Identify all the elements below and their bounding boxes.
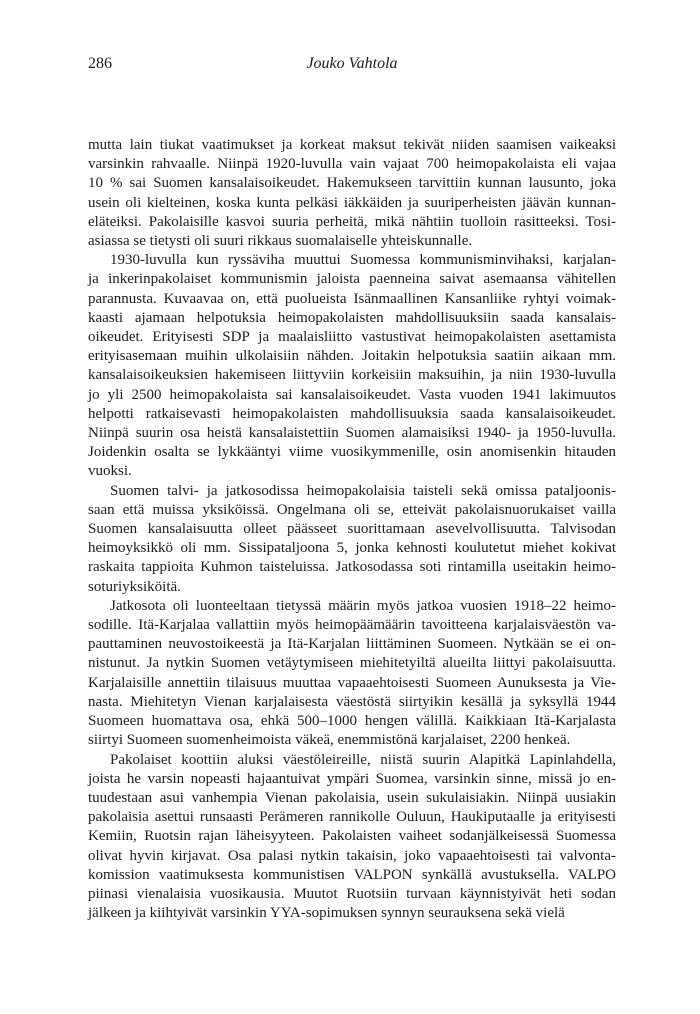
paragraph (88, 136, 616, 251)
text-line: kaasti ajamaan helpotuksia heimopakolaisten mahdollisuuksiin saada kansalais- (88, 309, 616, 326)
running-head: Jouko Vahtola (306, 55, 398, 72)
text-line: Niinpä suurin osa heistä kansalaistettiin Suomen alamaisiksi 1940- ja 1950-luvulla. (88, 425, 616, 442)
text-line: eläteiksi. Pakolaisille kasvoi suuria perheitä, mikä nähtiin tuolloin rasitteeksi. Tosi- (88, 213, 616, 230)
text-line: joista he varsin nopeasti hajaantuivat ympäri Suomea, varsinkin sinne, missä jo en- (88, 770, 616, 787)
text-line: soturiyksiköitä. (88, 578, 181, 595)
text-line: pauttaminen neuvostoikeestä ja Itä-Karjalan liittäminen Suomeen. Nytkään se ei on- (88, 636, 616, 653)
body-text (88, 136, 616, 923)
text-line: 10 % sai Suomen kansalaisoikeudet. Hakemukseen tarvittiin kunnan lausunto, joka (88, 175, 616, 192)
paragraph (88, 751, 616, 924)
text-line: Suomen talvi- ja jatkosodissa heimopakolaisia taisteli sekä omissa pataljoonis- (110, 482, 616, 499)
text-line: sodille. Itä-Karjalaa vallattiin myös heimopäämäärin tavoitteena karjalaisväestön va- (88, 617, 616, 634)
text-line: oikeudet. Erityisesti SDP ja maalaisliitto vastustivat heimopakolaisten asettamista (88, 329, 616, 346)
text-line: parannusta. Kuvaavaa on, että puolueista Isänmaallinen Kansanliike ryhtyi voimak- (88, 290, 616, 307)
text-line: piinasi vienalaisia vuosikausia. Muutot Ruotsiin turvaan käynnistyivät heti sodan (88, 885, 616, 902)
text-line: Karjalaisille annettiin tilaisuus muuttaa vapaaehtoisesti Suomeen Aunuksesta ja Vie- (88, 674, 616, 691)
text-line: tuudestaan asui vanhempia Vienan pakolaisia, usein sukulaisiakin. Niinpä uusiakin (88, 789, 616, 806)
page-header (88, 54, 616, 73)
page-number: 286 (88, 55, 112, 72)
text-line: olivat hyvin kirjavat. Osa palasi nytkin takaisin, joko vapaaehtoisesti tai valvonta- (88, 847, 616, 864)
text-line: nasta. Miehitetyn Vienan karjalaisesta väestöstä siirtyikin kesällä ja syksyllä 1944 (88, 693, 616, 710)
text-line: nistunut. Ja nytkin Suomen vetäytymiseen miehitetyiltä alueilta liittyi pakolaisuutta. (88, 655, 616, 672)
paragraph (88, 251, 616, 481)
text-line: saan että muissa yksiköissä. Ongelmana oli se, etteivät pakolaisnuorukaiset vailla (88, 501, 616, 518)
text-line: Suomen kansalaisuutta olleet päässeet suorittamaan asevelvollisuutta. Talvisodan (88, 521, 616, 538)
text-line: helpotti ratkaisevasti heimopakolaisten mahdollisuuksia saada kansalaisoikeudet. (88, 405, 616, 422)
text-line: komission vaatimuksesta kommunistisen VALPON synkällä avustuksella. VALPO (88, 866, 616, 883)
text-line: Joidenkin osalta se lykkääntyi viime vuosikymmenille, osin anomisenkin hitauden (88, 444, 616, 461)
text-line: Suomeen huomattava osa, ehkä 500–1000 hengen välillä. Kaikkiaan Itä-Karjalasta (88, 713, 616, 730)
text-line: asiassa se tietysti oli suuri rikkaus suomalaiselle yhteiskunnalle. (88, 233, 473, 250)
text-line: Pakolaiset koottiin aluksi väestöleireille, niistä suurin Alapitkä Lapinlahdella, (110, 751, 616, 768)
text-line: vuoksi. (88, 463, 132, 480)
text-line: Jatkosota oli luonteeltaan tietyssä määrin myös jatkoa vuosien 1918–22 heimo- (110, 597, 616, 614)
text-line: jo yli 2500 heimopakolaista sai kansalaisoikeudet. Vasta vuoden 1941 lakimuutos (88, 386, 616, 403)
text-line: ja inkerinpakolaiset kommunismin jaloista paenneina saivat asemaansa vähitellen (88, 271, 616, 288)
paragraph (88, 597, 616, 751)
text-line: raskaita tappioita Kuhmon taisteluissa. Jatkosodassa soti rintamilla useitakin heimo- (88, 559, 616, 576)
text-line: siirtyi Suomeen suomenheimoista väkeä, enemmistönä karjalaiset, 2200 henkeä. (88, 732, 571, 749)
paragraph (88, 482, 616, 597)
text-line: jälkeen ja kiihtyivät varsinkin YYA-sopimuksen synnyn seurauksena sekä vielä (88, 905, 565, 922)
text-line: erityisasemaan muihin ulkolaisiin nähden. Joitakin helpotuksia saatiin aikaan mm. (88, 348, 616, 365)
text-line: Kemiin, Ruotsin rajan läheisyyteen. Pakolaisten vaiheet sodanjälkeisessä Suomessa (88, 828, 616, 845)
text-line: heimoyksikkö oli mm. Sissipataljoona 5, jonka kehnosti koulutetut miehet kokivat (88, 540, 616, 557)
text-line: pakolaisia asettui runsaasti Perämeren rannikolle Ouluun, Haukiputaalle ja erityisesti (88, 809, 616, 826)
text-line: 1930-luvulla kun ryssäviha muuttui Suomessa kommunisminvihaksi, karjalan- (110, 252, 616, 269)
text-line: mutta lain tiukat vaatimukset ja korkeat maksut tekivät niiden saamisen vaikeaksi (88, 137, 616, 153)
text-line: kansalaisoikeuksien hakemiseen liittyviin korkeisiin maksuihin, ja niin 1930-luvulla (88, 367, 616, 384)
text-line: varsinkin rahvaalle. Niinpä 1920-luvulla vain vajaat 700 heimopakolaista eli vajaa (88, 156, 616, 173)
text-line: usein oli kielteinen, koska kunta pelkäsi iäkkäiden ja suuriperheisten jäävän kunnan- (88, 194, 616, 211)
